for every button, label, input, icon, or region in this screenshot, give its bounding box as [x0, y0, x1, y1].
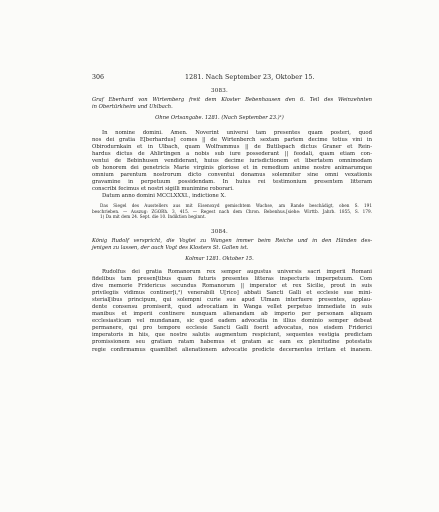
document-number-3084: 3084.: [210, 229, 228, 235]
text-line: sterial[ibus principum, qui solempni curie sue apud Ulmam interfuere presentes, applau-: [92, 297, 372, 304]
text-line: ventui de Bebinhusen vendiderant, huius decime iurisdictionem et libertatem omnimodam: [92, 158, 372, 165]
text-line: In nomine domini. Amen. Noverint universi tam presentes quam posteri, quod: [102, 130, 372, 136]
text-line: dive memorie Fridericus secundus Romanorum || imperator et rex Sicilie, prout in suis: [92, 283, 372, 290]
regest-3083: [92, 97, 372, 111]
regest-line: in Obertürkheim und Uhlbach.: [92, 104, 173, 110]
document-text-3083: [92, 130, 372, 200]
dating-line: Datum anno domini MCCLXXXI., indictione X.: [102, 193, 226, 200]
place-date-3083: Ohne Ortsangabe. 1281. (Nach September 23.)¹): [155, 115, 284, 121]
notes-3083: [92, 203, 372, 220]
text-line: imperatoris in hiis, que nostre salutis augmentum respiciunt, sequentes vestigia predictam: [92, 332, 372, 339]
document-text-3084: [92, 269, 372, 354]
text-line: manibus et imperii continere nunquam alienandam ab imperio per personam aliquam: [92, 311, 372, 318]
text-line: Obirodurnkain et in Ũlbach, quam Wolframmus || de Butilspach dictus Graner et Rein-: [92, 144, 372, 151]
running-title: 1281. Nach September 23, Oktober 15.: [185, 74, 315, 81]
text-line: fidelibus tam presen[tibus quam futuris presentes litteras inspecturis imperpetuum. Com: [92, 276, 372, 283]
text-line: ecclesiasticam vel mundanam, sic quod eadem advocatia in illius dominio semper debeat: [92, 318, 372, 325]
text-line: promissionem seu gratiam ratam habemus et gratam ac eam ex plenitudine potestatis: [92, 339, 372, 346]
regest-line: König Rudolf verspricht, die Vogtei zu Wangen immer beim Reiche und in den Händen des-: [92, 238, 372, 244]
regest-3084: [92, 238, 372, 252]
regest-line: Graf Eberhard von Wirtemberg freit dem Kloster Bebenhausen den 6. Teil des Weinzehnten: [92, 97, 372, 103]
text-line: permanere, qui pro tempore ecclesie Sancti Galli foerit advocatus, nos eisdem Friderici: [92, 325, 372, 332]
text-line: hardus dictus de Ahlirtingen a nobis sub iure possederant || feodali, quam etiam con-: [92, 151, 372, 158]
text-line: privilegiis vidimus continer[i,²) venerabili Ũ[rico] abbati Sancti Galli et ecclesie sue mini-: [92, 290, 372, 297]
text-line: Rudolfus dei gratia Romanorum rex semper augustus universis sacri imperii Romani: [102, 269, 372, 275]
text-line: omnium parentum nostrorum dicto conventui donamus solemniter sine omni vexationis: [92, 172, 372, 179]
place-date-3084: Kolmar 1281. Oktober 15.: [185, 256, 254, 262]
note-line: beschrieben. — Auszug: ZGORh. 3, 415. — Regest nach dem Chron. Bebenhus.[siehe: Wirttb. Jahrb. 1855, S. 179.: [92, 208, 372, 214]
text-line: gravamine in perpetuum possidendam. In huius rei testimonium presentem litteram: [92, 179, 372, 186]
document-number-3083: 3083.: [210, 88, 228, 94]
text-line: ob honorem dei genetricis Marie virginis gloriose et in remedium anime nostre animarumque: [92, 165, 372, 172]
note-line: Das Siegel des Ausstellers aus mit Eisenoxyd gemischtem Wachse, am Rande beschädigt, oben S. 191: [100, 203, 372, 208]
page-number: 306: [92, 74, 105, 81]
regest-line: jenigen zu lassen, der auch Vogt des Klosters St. Gallen ist.: [92, 245, 249, 251]
text-line: nos dei gratia E[berhardus] comes || de Wirtenberch sextam partem decime totius vini in: [92, 137, 372, 144]
text-line: dente consensu promiserit, quod advocatiam in Wanga vellet perpetuo immediate in suis: [92, 304, 372, 311]
footnote: 1) Da mit dem 24. Sept. die 10. Indiktion beginnt.: [100, 214, 206, 220]
text-line: regie confirmamus quamlibet alienationem advocatie predicte decernentes irritam et inanem.: [92, 346, 372, 353]
text-line: conscribi fecimus et nostri sigilli munimine roborari.: [92, 186, 234, 193]
